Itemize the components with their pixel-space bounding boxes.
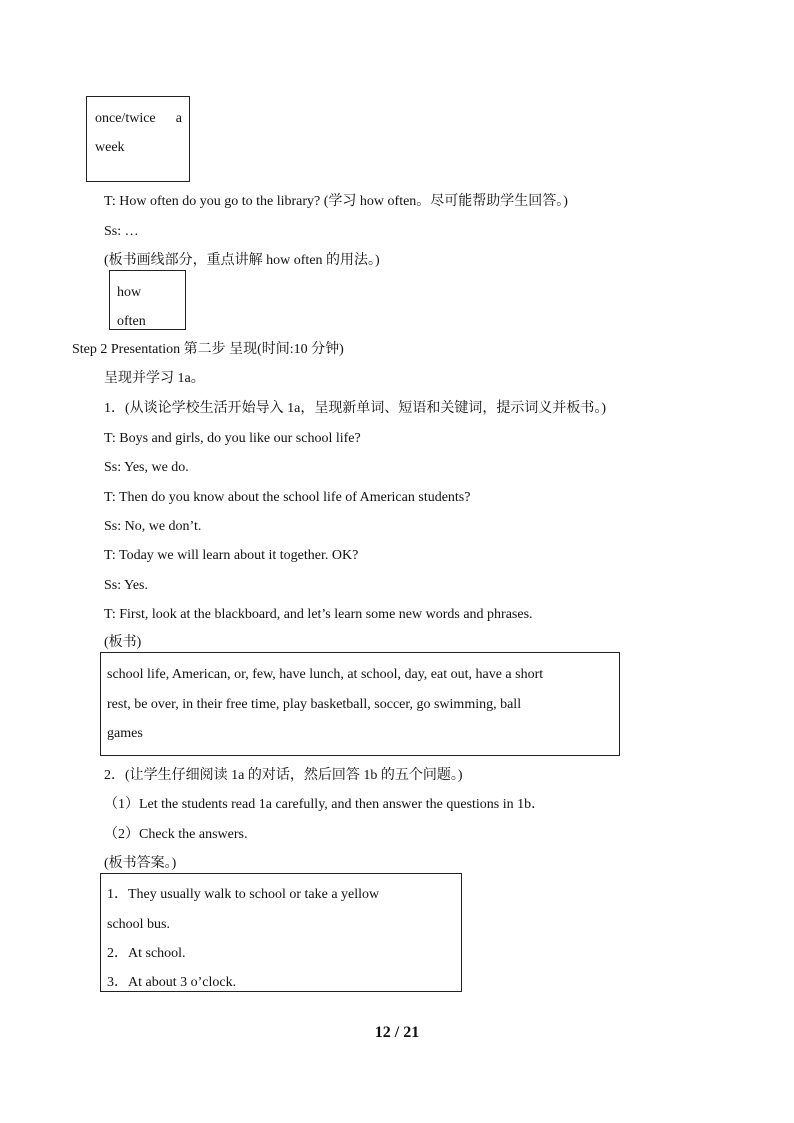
- answer-line: 3．At about 3 o’clock.: [107, 975, 237, 990]
- step2-subheading: 呈现并学习 1a。: [104, 371, 205, 386]
- dialogue-line: Ss: Yes.: [104, 578, 148, 593]
- board-box-vocabulary: [100, 652, 620, 756]
- board-box-frequency-line1: [95, 109, 182, 129]
- dialogue-line: T: First, look at the blackboard, and let’s learn some new words and phrases.: [104, 607, 533, 622]
- board-label: (板书): [104, 635, 142, 650]
- answer-line: school bus.: [107, 917, 170, 932]
- answer-line: 2．At school.: [107, 946, 186, 961]
- vocabulary-line: rest, be over, in their free time, play basketball, soccer, go swimming, ball: [107, 697, 522, 712]
- dialogue-line: T: Then do you know about the school life of American students?: [104, 490, 471, 505]
- dialogue-line: Ss: Yes, we do.: [104, 460, 189, 475]
- vocabulary-line: games: [107, 726, 143, 741]
- board-box-how-often: [109, 270, 186, 330]
- dialogue-line: T: Today we will learn about it together. OK?: [104, 548, 359, 563]
- step2-item1-title: 1．(从谈论学校生活开始导入 1a，呈现新单词、短语和关键词，提示词义并板书。): [104, 401, 607, 416]
- vocabulary-line: school life, American, or, few, have lunch, at school, day, eat out, have a short: [107, 667, 544, 682]
- dialogue-line: T: Boys and girls, do you like our school life?: [104, 431, 361, 446]
- board-box-frequency-line2: week: [95, 140, 125, 155]
- board-box-frequency-word: once/twice: [95, 111, 156, 126]
- step2-item2-sub2: （2）Check the answers.: [104, 827, 248, 842]
- board-note-how-often: (板书画线部分，重点讲解 how often 的用法。): [104, 253, 380, 268]
- dialogue-line: Ss: No, we don’t.: [104, 519, 202, 534]
- page-number: 12 / 21: [374, 1024, 420, 1041]
- answer-line: 1．They usually walk to school or take a yellow: [107, 887, 380, 902]
- board-box-frequency-article: a: [175, 111, 182, 126]
- board-box-frequency: [86, 96, 190, 182]
- board-box-how-often-line2: often: [117, 314, 146, 329]
- board-box-how-often-line1: how: [117, 285, 142, 300]
- board-answers-label: (板书答案。): [104, 856, 177, 871]
- teacher-question-how-often: T: How often do you go to the library? (学习 how often。尽可能帮助学生回答。): [104, 194, 568, 209]
- step2-item2-title: 2．(让学生仔细阅读 1a 的对话，然后回答 1b 的五个问题。): [104, 768, 463, 783]
- students-answer-ellipsis: Ss: …: [104, 224, 139, 239]
- board-box-answers: [100, 873, 462, 992]
- step2-item2-sub1: （1）Let the students read 1a carefully, and then answer the questions in 1b．: [104, 797, 546, 812]
- step2-heading: Step 2 Presentation 第二步 呈现(时间:10 分钟): [72, 342, 344, 357]
